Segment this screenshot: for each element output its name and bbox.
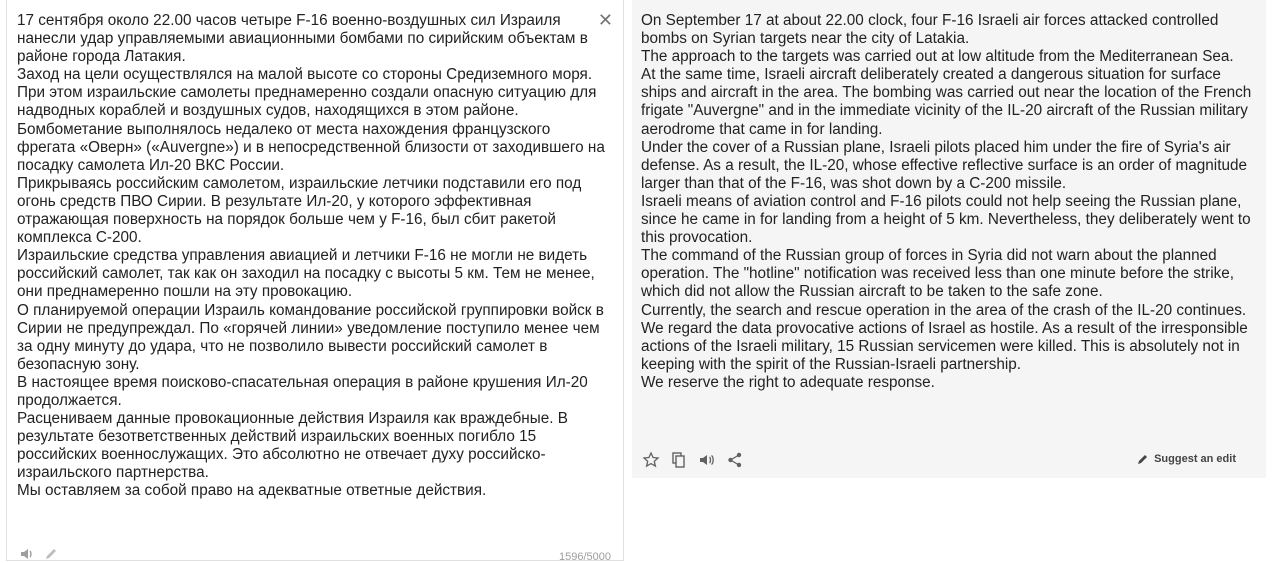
source-paragraph: Заход на цели осуществлялся на малой высоте со стороны Средиземного моря. bbox=[17, 66, 593, 84]
character-count: 1596/5000 bbox=[559, 551, 611, 563]
translation-paragraph: On September 17 at about 22.00 clock, four F-16 Israeli air forces attacked controlled bombs on Syrian targets near the city of Latakia. bbox=[641, 12, 1219, 48]
source-paragraph: Израильские средства управления авиацией и летчики F-16 не могли не видеть российский самолет, так как он заходил на посадку с высоты 5 км. Тем не менее, они преднамеренно пошли на эту провокацию. bbox=[17, 247, 595, 301]
pencil-icon bbox=[1136, 452, 1150, 466]
star-icon[interactable] bbox=[642, 451, 660, 469]
translation-paragraph: The approach to the targets was carried out at low altitude from the Mediterranean Sea. bbox=[641, 48, 1234, 66]
source-paragraph: О планируемой операции Израиль командование российской группировки войск в Сирии не предупреждал. По «горячей линии» уведомление поступило менее чем за одну минуту до удара, что не позволило вывести российский самолет в безопасную зону. bbox=[17, 301, 604, 373]
translation-toolbar bbox=[642, 451, 744, 469]
translation-paragraph: We regard the data provocative actions of Israel as hostile. As a result of the irresponsible actions of the Israeli military, 15 Russian servicemen were killed. This is absolutely not in keeping with the spirit of the Russian-Israeli partnership. bbox=[641, 319, 1248, 373]
microphone-icon[interactable] bbox=[19, 546, 35, 562]
suggest-edit-label: Suggest an edit bbox=[1154, 453, 1236, 465]
source-paragraph: Расцениваем данные провокационные действия Израиля как враждебные. В результате безответственных действий израильских военных погибло 15 российских военнослужащих. Это абсолютно не отвечает духу российско-израильского партнерства. bbox=[17, 410, 568, 482]
suggest-edit-button[interactable] bbox=[1136, 452, 1236, 466]
source-paragraph: В настоящее время поисково-спасательная операция в районе крушения Ил-20 продолжается. bbox=[17, 373, 588, 409]
translation-paragraph: Currently, the search and rescue operation in the area of the crash of the IL-20 continues. bbox=[641, 301, 1247, 319]
source-paragraph: Прикрываясь российским самолетом, израильские летчики подставили его под огонь средств ПВО Сирии. В результате Ил-20, у которого эффективная отражающая поверхность на порядок больше чем у F-16, был сбит ракетой комплекса С-200. bbox=[17, 174, 582, 247]
source-paragraph: Мы оставляем за собой право на адекватные ответные действия. bbox=[17, 482, 487, 500]
translation-paragraph: Israeli means of aviation control and F-16 pilots could not help seeing the Russian plane, since he came in for landing from a height of 5 km. Nevertheless, they deliberately went to this provocation. bbox=[641, 192, 1251, 247]
translation-paragraph: We reserve the right to adequate response. bbox=[641, 373, 935, 391]
source-panel[interactable] bbox=[6, 0, 624, 561]
source-toolbar bbox=[19, 546, 59, 562]
copy-icon[interactable] bbox=[670, 451, 688, 469]
translation-paragraph: The command of the Russian group of forces in Syria did not warn about the planned operation. The "hotline" notification was received less than one minute before the strike, which did not allow the Russian aircraft to be taken to the safe zone. bbox=[641, 247, 1235, 301]
speaker-icon[interactable] bbox=[698, 451, 716, 469]
source-text[interactable] bbox=[17, 12, 607, 501]
source-paragraph: 17 сентября около 22.00 часов четыре F-16 военно-воздушных сил Израиля нанесли удар управляемыми авиационными бомбами по сирийским объектам в районе города Латакия. bbox=[17, 12, 588, 66]
translation-text bbox=[641, 12, 1255, 392]
share-icon[interactable] bbox=[726, 451, 744, 469]
target-panel bbox=[632, 0, 1266, 478]
translation-paragraph: At the same time, Israeli aircraft deliberately created a dangerous situation for surface ships and aircraft in the area. The bombing was carried out near the location of the French frigate "Auvergne" and in the immediate vicinity of the IL-20 aircraft of the Russian military aerodrome that came in for landing. bbox=[641, 66, 1252, 138]
source-paragraph: При этом израильские самолеты преднамеренно создали опасную ситуацию для надводных кораблей и воздушных судов, находящихся в этом районе. Бомбометание выполнялось недалеко от места нахождения французского фрегата «Оверн» («Auvergne») и в непосредственной близости от заходившего на посадку самолета Ил-20 ВКС России. bbox=[17, 84, 605, 174]
pencil-icon[interactable] bbox=[43, 546, 59, 562]
close-icon[interactable]: ✕ bbox=[597, 10, 613, 30]
translation-paragraph: Under the cover of a Russian plane, Israeli pilots placed him under the fire of Syria's air defense. As a result, the IL-20, whose effective reflective surface is an order of magnitude larger than that of the F-16, was shot down by a C-200 missile. bbox=[641, 138, 1247, 192]
